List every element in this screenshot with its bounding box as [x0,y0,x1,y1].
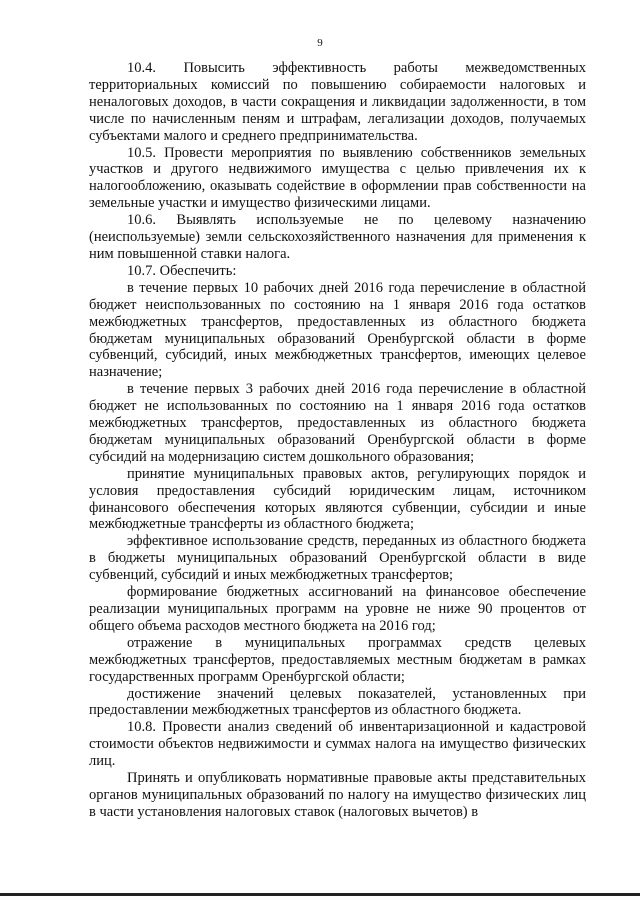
paragraph-10-7: 10.7. Обеспечить: [127,262,237,279]
paragraph-10-7-item-7: достижение значений целевых показателей, установленных при предоставлении межбюджетных трансфертов из областного бюджета. [89,685,586,719]
paragraph-10-4: 10.4. Повысить эффективность работы межведомственных территориальных комиссий по повышению собираемости налоговых и неналоговых доходов, в части сокращения и ликвидации задолженности, в том числе по начисленным пеням и штрафам, легализации доходов, получаемых субъектами малого и среднего предпринимательства. [89,60,586,144]
paragraph-10-6: 10.6. Выявлять используемые не по целевому назначению (неиспользуемые) земли сельскохозяйственного назначения для применения к ним повышенной ставки налога. [89,212,586,262]
paragraph-10-7-item-1: в течение первых 10 рабочих дней 2016 года перечисление в областной бюджет неиспользованных по состоянию на 1 января 2016 года остатков межбюджетных трансфертов, предоставленных из областного бюджета бюджетам муниципальных образований Оренбургской области в форме субвенций, субсидий, иных межбюджетных трансфертов, имеющих целевое назначение; [89,279,586,381]
document-body [89,60,586,821]
paragraph-10-8-continued: Принять и опубликовать нормативные правовые акты представительных органов муниципальных образований по налогу на имущество физических лиц в части установления налоговых ставок (налоговых вычетов) в [89,770,586,820]
paragraph-10-7-item-3: принятие муниципальных правовых актов, регулирующих порядок и условия предоставления субсидий юридическим лицам, источником финансового обеспечения которых являются субвенции, субсидии и иные межбюджетные трансферты из областного бюджета; [89,465,586,533]
bottom-border [0,893,640,896]
paragraph-10-5: 10.5. Провести мероприятия по выявлению собственников земельных участков и другого недвижимого имущества с целью привлечения их к налогообложению, оказывать содействие в оформлении прав собственности на земельные участки и имущество физическими лицами. [89,144,586,212]
paragraph-10-7-item-6: отражение в муниципальных программах средств целевых межбюджетных трансфертов, предоставляемых местным бюджетам в рамках государственных программ Оренбургской области; [89,634,586,685]
paragraph-10-7-item-5: формирование бюджетных ассигнований на финансовое обеспечение реализации муниципальных программ на уровне не ниже 90 процентов от общего объема расходов местного бюджета на 2016 год; [89,584,586,634]
paragraph-10-7-item-4: эффективное использование средств, переданных из областного бюджета в бюджеты муниципальных образований Оренбургской области в виде субвенций, субсидий и иных межбюджетных трансфертов; [89,533,586,584]
paragraph-10-8: 10.8. Провести анализ сведений об инвентаризационной и кадастровой стоимости объектов недвижимости и суммах налога на имущество физических лиц. [89,719,586,770]
page-number: 9 [317,37,323,49]
paragraph-10-7-item-2: в течение первых 3 рабочих дней 2016 года перечисление в областной бюджет не использованных по состоянию на 1 января 2016 года остатков межбюджетных трансфертов, предоставленных из областного бюджета бюджетам муниципальных образований Оренбургской области в форме субсидий на модернизацию систем дошкольного образования; [89,381,586,465]
